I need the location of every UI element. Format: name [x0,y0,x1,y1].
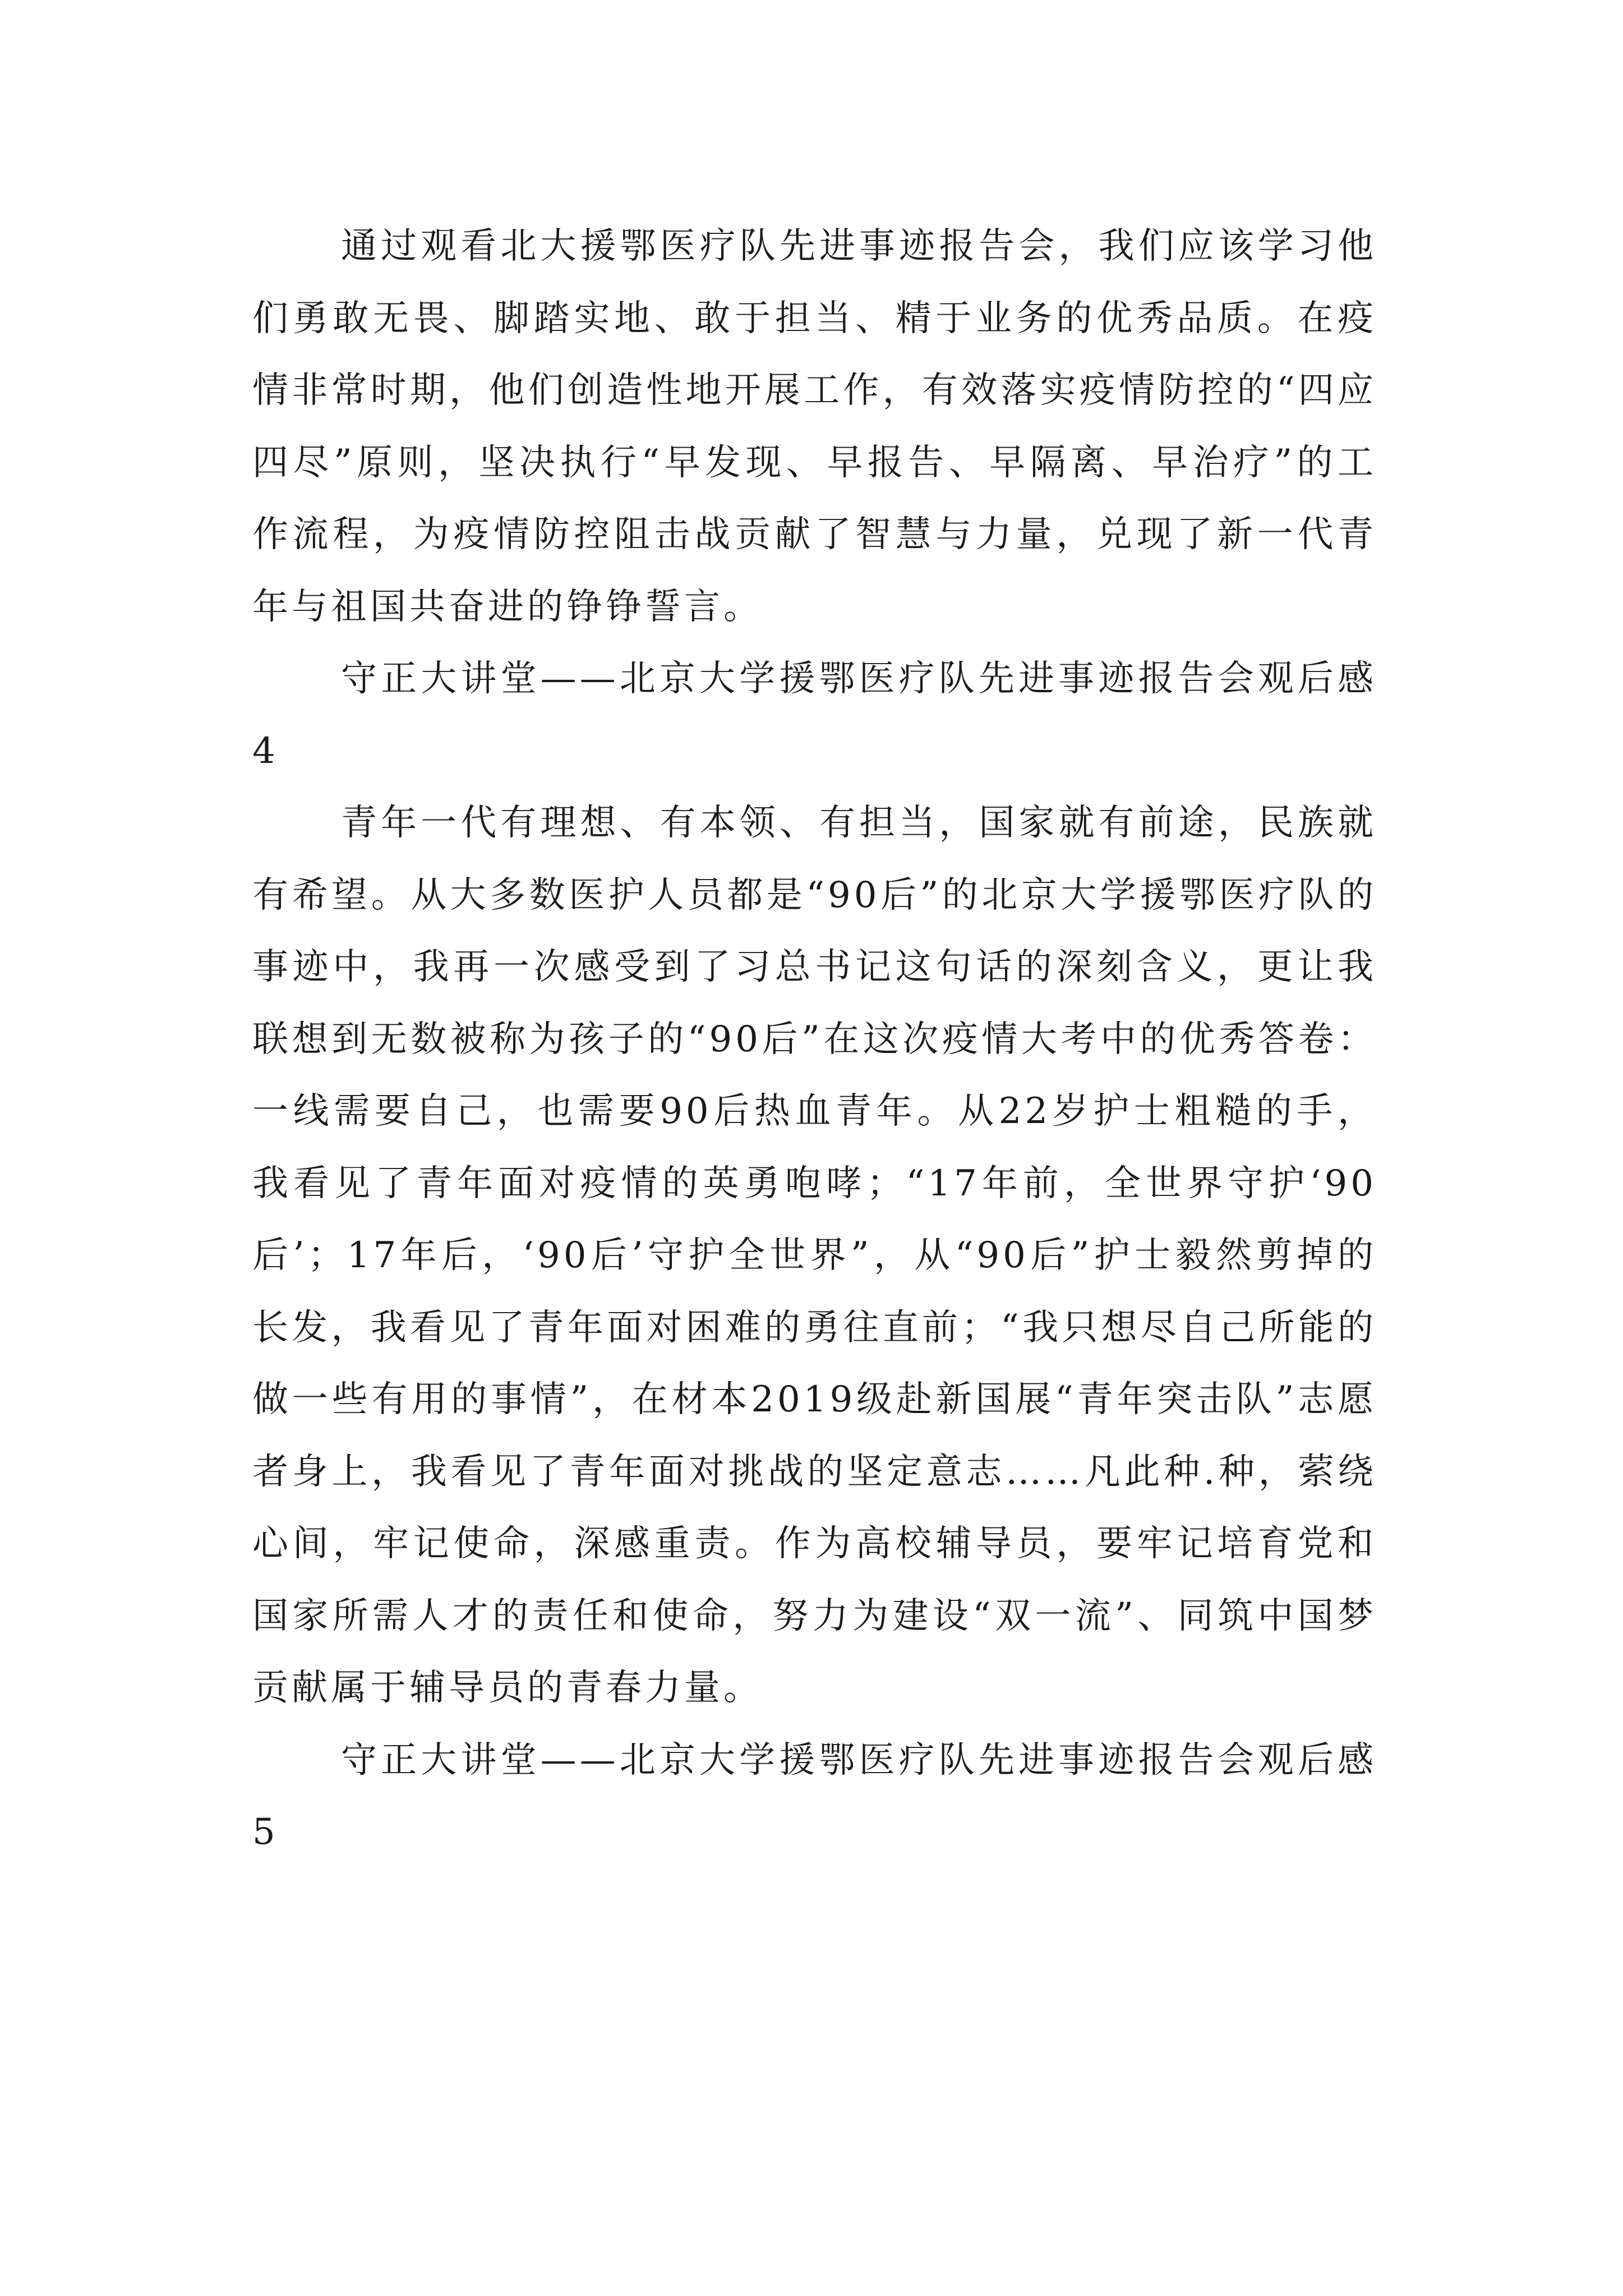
section-heading: 守正大讲堂——北京大学援鄂医疗队先进事迹报告会观后感5 [252,1739,1377,1853]
section-heading: 守正大讲堂——北京大学援鄂医疗队先进事迹报告会观后感4 [252,658,1377,772]
document-body [252,210,1377,1869]
body-paragraph: 青年一代有理想、有本领、有担当，国家就有前途，民族就有希望。从大多数医护人员都是“90后”的北京大学援鄂医疗队的事迹中，我再一次感受到了习总书记这句话的深刻含义，更让我联想到无数被称为孩子的“90后”在这次疫情大考中的优秀答卷：一线需要自己，也需要90后热血青年。从22岁护士粗糙的手，我看见了青年面对疫情的英勇咆哮；“17年前，全世界守护‘90后’；17年后，‘90后’守护全世界”，从“90后”护士毅然剪掉的长发，我看见了青年面对困难的勇往直前；“我只想尽自己所能的做一些有用的事情”，在材本2019级赴新国展“青年突击队”志愿者身上，我看见了青年面对挑战的坚定意志……凡此种.种，萦绕心间，牢记使命，深感重责。作为高校辅导员，要牢记培育党和国家所需人才的责任和使命，努力为建设“双一流”、同筑中国梦贡献属于辅导员的青春力量。 [252,802,1377,1709]
body-paragraph: 通过观看北大援鄂医疗队先进事迹报告会，我们应该学习他们勇敢无畏、脚踏实地、敢于担当、精于业务的优秀品质。在疫情非常时期，他们创造性地开展工作，有效落实疫情防控的“四应四尽”原则，坚决执行“早发现、早报告、早隔离、早治疗”的工作流程，为疫情防控阻击战贡献了智慧与力量，兑现了新一代青年与祖国共奋进的铮铮誓言。 [252,226,1377,628]
